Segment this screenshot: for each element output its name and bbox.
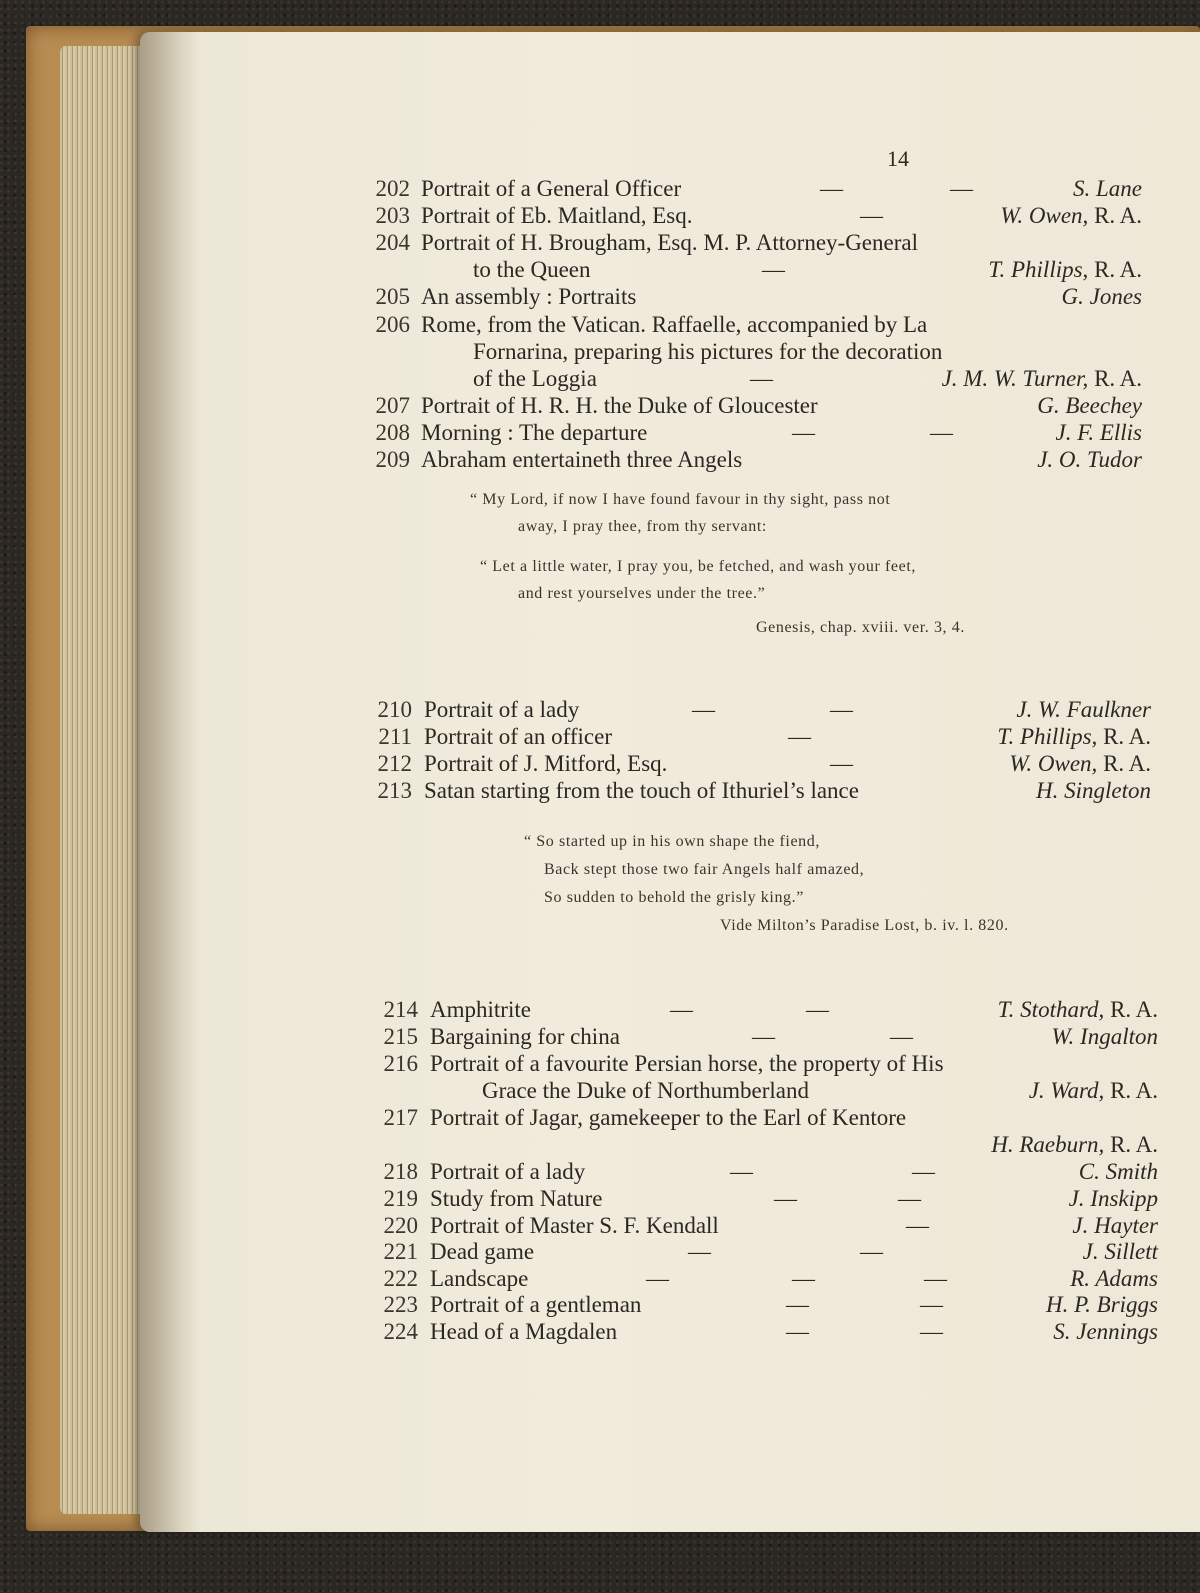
artist-name: T. Phillips,	[997, 724, 1098, 749]
artist-name: W. Ingalton	[1051, 1024, 1158, 1049]
entry-number: 205	[375, 284, 410, 309]
entry-number: 206	[375, 312, 410, 337]
entry-title: Abraham entertaineth three Angels	[421, 447, 743, 472]
artist-name: R. Adams	[1070, 1266, 1158, 1291]
entry-dash: —	[792, 1266, 815, 1291]
entry-title: Portrait of a lady	[430, 1159, 586, 1184]
entry-dash: —	[752, 1024, 775, 1049]
book-page	[140, 32, 1200, 1532]
entry-title: Portrait of Jagar, gamekeeper to the Earl of Kentore	[430, 1105, 907, 1130]
artist-name: J. Inskipp	[1068, 1186, 1158, 1211]
entry-title: of the Loggia	[473, 366, 597, 391]
entry-artist	[1037, 392, 1142, 420]
artist-name: J. Ward,	[1028, 1078, 1105, 1103]
artist-name: J. W. Faulkner	[1016, 697, 1151, 722]
catalogue-entry	[140, 1238, 1200, 1266]
entry-dash: —	[920, 1292, 943, 1317]
artist-suffix: R. A.	[1110, 1078, 1158, 1103]
artist-name: J. M. W. Turner,	[941, 366, 1089, 391]
artist-suffix: R. A.	[1103, 724, 1151, 749]
entry-number: 208	[375, 420, 410, 445]
catalogue-entry	[140, 1158, 1200, 1186]
milton-quote-line: So sudden to behold the grisly king.”	[544, 889, 804, 906]
entry-dash: —	[646, 1266, 669, 1291]
entry-number: 219	[383, 1186, 418, 1211]
artist-suffix: R. A.	[1103, 751, 1151, 776]
entry-artist	[942, 365, 1142, 393]
page-number: 14	[887, 146, 909, 171]
artist-name: H. P. Briggs	[1045, 1292, 1158, 1317]
entry-dash: —	[670, 997, 693, 1022]
catalogue-entry	[140, 175, 1200, 203]
genesis-quote-line: “ My Lord, if now I have found favour in thy sight, pass not	[470, 491, 891, 508]
genesis-quote-line: “ Let a little water, I pray you, be fetched, and wash your feet,	[480, 558, 916, 575]
artist-name: G. Jones	[1061, 284, 1142, 309]
entry-number: 211	[378, 724, 412, 749]
entry-dash: —	[830, 751, 853, 776]
catalogue-entry	[140, 1265, 1200, 1293]
entry-title: Landscape	[430, 1266, 529, 1291]
entry-title: An assembly : Portraits	[421, 284, 637, 309]
entry-title: Portrait of Master S. F. Kendall	[430, 1213, 719, 1238]
artist-name: T. Stothard,	[997, 997, 1105, 1022]
catalogue-entry	[140, 777, 1200, 805]
entry-artist	[1079, 1158, 1158, 1186]
artist-name: W. Owen,	[1009, 751, 1098, 776]
catalogue-entry	[140, 723, 1200, 751]
entry-dash: —	[688, 1239, 711, 1264]
artist-name: C. Smith	[1078, 1159, 1158, 1184]
artist-suffix: R. A.	[1094, 257, 1142, 282]
catalogue-entry	[140, 1185, 1200, 1213]
entry-artist	[1070, 1265, 1158, 1293]
entry-number: 217	[383, 1105, 418, 1130]
entry-artist	[1036, 777, 1151, 805]
entry-dash: —	[786, 1319, 809, 1344]
entry-artist	[1056, 419, 1142, 447]
entry-artist	[1083, 1238, 1158, 1266]
artist-name: H. Singleton	[1036, 778, 1151, 803]
entry-artist	[1052, 1023, 1159, 1051]
entry-artist	[1037, 446, 1142, 474]
artist-name: G. Beechey	[1037, 393, 1142, 418]
entry-number: 207	[375, 393, 410, 418]
entry-number: 209	[375, 447, 410, 472]
entry-title: Portrait of a gentleman	[430, 1292, 642, 1317]
entry-dash: —	[912, 1159, 935, 1184]
entry-title: Satan starting from the touch of Ithuriel’s lance	[424, 778, 859, 803]
entry-title: Head of a Magdalen	[430, 1319, 618, 1344]
entry-artist	[1069, 1185, 1158, 1213]
entry-number: 223	[383, 1292, 418, 1317]
artist-name: J. F. Ellis	[1055, 420, 1142, 445]
entry-dash: —	[762, 257, 785, 282]
entry-number: 202	[375, 176, 410, 201]
entry-dash: —	[750, 366, 773, 391]
entry-title: Portrait of H. R. H. the Duke of Gloucester	[421, 393, 818, 418]
artist-name: T. Phillips,	[988, 257, 1089, 282]
entry-dash: —	[730, 1159, 753, 1184]
entry-title: Portrait of a favourite Persian horse, the property of His	[430, 1051, 944, 1076]
catalogue-entry	[140, 229, 1200, 257]
genesis-quote-line: and rest yourselves under the tree.”	[518, 585, 766, 602]
catalogue-entry	[140, 1050, 1200, 1078]
entry-number: 210	[377, 697, 412, 722]
catalogue-entry	[140, 996, 1200, 1024]
entry-title: Portrait of an officer	[424, 724, 612, 749]
catalogue-entry	[140, 1077, 1200, 1105]
entry-dash: —	[692, 697, 715, 722]
entry-title: to the Queen	[473, 257, 591, 282]
catalogue-entry	[140, 419, 1200, 447]
entry-dash: —	[788, 724, 811, 749]
milton-quote-line: Back stept those two fair Angels half amazed,	[544, 861, 865, 878]
entry-title: Dead game	[430, 1239, 535, 1264]
entry-title: Morning : The departure	[421, 420, 648, 445]
entry-number: 221	[383, 1239, 418, 1264]
entry-title: Portrait of a General Officer	[421, 176, 682, 201]
entry-title: Study from Nature	[430, 1186, 603, 1211]
catalogue-entry	[140, 338, 1200, 366]
entry-artist	[1016, 696, 1151, 724]
genesis-quote-line: Genesis, chap. xviii. ver. 3, 4.	[756, 619, 965, 636]
entry-artist	[998, 996, 1158, 1024]
entry-artist	[1009, 750, 1151, 778]
entry-number: 214	[383, 997, 418, 1022]
entry-dash: —	[860, 1239, 883, 1264]
entry-artist	[1062, 283, 1142, 311]
artist-name: J. Sillett	[1082, 1239, 1158, 1264]
entry-dash: —	[930, 420, 953, 445]
entry-dash: —	[920, 1319, 943, 1344]
entry-title: Amphitrite	[430, 997, 531, 1022]
artist-name: S. Lane	[1073, 176, 1142, 201]
artist-name: J. O. Tudor	[1037, 447, 1142, 472]
catalogue-entry	[140, 311, 1200, 339]
catalogue-entry	[140, 1291, 1200, 1319]
entry-dash: —	[806, 997, 829, 1022]
catalogue-entry	[140, 446, 1200, 474]
milton-quote-line: Vide Milton’s Paradise Lost, b. iv. l. 820.	[720, 917, 1009, 934]
catalogue-entry	[140, 1212, 1200, 1240]
catalogue-entry	[140, 1131, 1200, 1159]
entry-number: 213	[377, 778, 412, 803]
binding-shadow	[140, 32, 200, 1532]
entry-artist	[991, 1131, 1158, 1159]
catalogue-entry	[140, 1318, 1200, 1346]
entry-title: Rome, from the Vatican. Raffaelle, accompanied by La	[421, 312, 928, 337]
entry-number: 222	[383, 1266, 418, 1291]
artist-name: J. Hayter	[1072, 1213, 1158, 1238]
catalogue-entry	[140, 1104, 1200, 1132]
catalogue-entry	[140, 365, 1200, 393]
entry-artist	[1073, 175, 1142, 203]
catalogue-entry	[140, 750, 1200, 778]
entry-dash: —	[786, 1292, 809, 1317]
entry-number: 218	[383, 1159, 418, 1184]
catalogue-entry	[140, 283, 1200, 311]
entry-dash: —	[774, 1186, 797, 1211]
milton-quote-line: “ So started up in his own shape the fiend,	[524, 833, 820, 850]
entry-dash: —	[830, 697, 853, 722]
entry-dash: —	[898, 1186, 921, 1211]
entry-artist	[1046, 1291, 1158, 1319]
entry-dash: —	[924, 1266, 947, 1291]
catalogue-entry	[140, 256, 1200, 284]
entry-title: Portrait of J. Mitford, Esq.	[424, 751, 668, 776]
entry-dash: —	[950, 176, 973, 201]
artist-suffix: R. A.	[1094, 366, 1142, 391]
entry-dash: —	[906, 1213, 929, 1238]
entry-title: Portrait of H. Brougham, Esq. M. P. Attorney-General	[421, 230, 918, 255]
entry-dash: —	[890, 1024, 913, 1049]
entry-number: 215	[383, 1024, 418, 1049]
catalogue-entry	[140, 202, 1200, 230]
artist-name: H. Raeburn,	[991, 1132, 1105, 1157]
artist-suffix: R. A.	[1094, 203, 1142, 228]
artist-suffix: R. A.	[1110, 997, 1158, 1022]
entry-dash: —	[792, 420, 815, 445]
artist-name: S. Jennings	[1053, 1319, 1158, 1344]
artist-suffix: R. A.	[1110, 1132, 1158, 1157]
entry-artist	[988, 256, 1142, 284]
entry-title: Bargaining for china	[430, 1024, 620, 1049]
genesis-quote-line: away, I pray thee, from thy servant:	[518, 518, 767, 535]
artist-name: W. Owen,	[1000, 203, 1089, 228]
entry-dash: —	[860, 203, 883, 228]
entry-artist	[1053, 1318, 1158, 1346]
catalogue-entry	[140, 696, 1200, 724]
entry-artist	[1029, 1077, 1158, 1105]
entry-title: Portrait of Eb. Maitland, Esq.	[421, 203, 693, 228]
entry-number: 216	[383, 1051, 418, 1076]
entry-number: 224	[383, 1319, 418, 1344]
entry-number: 212	[377, 751, 412, 776]
entry-title: Grace the Duke of Northumberland	[482, 1078, 809, 1103]
entry-artist	[1072, 1212, 1158, 1240]
entry-title: Portrait of a lady	[424, 697, 580, 722]
catalogue-entry	[140, 392, 1200, 420]
entry-title: Fornarina, preparing his pictures for the decoration	[473, 339, 943, 364]
entry-artist	[1000, 202, 1142, 230]
entry-number: 203	[375, 203, 410, 228]
entry-number: 204	[375, 230, 410, 255]
entry-artist	[997, 723, 1151, 751]
catalogue-entry	[140, 1023, 1200, 1051]
entry-number: 220	[383, 1213, 418, 1238]
entry-dash: —	[820, 176, 843, 201]
